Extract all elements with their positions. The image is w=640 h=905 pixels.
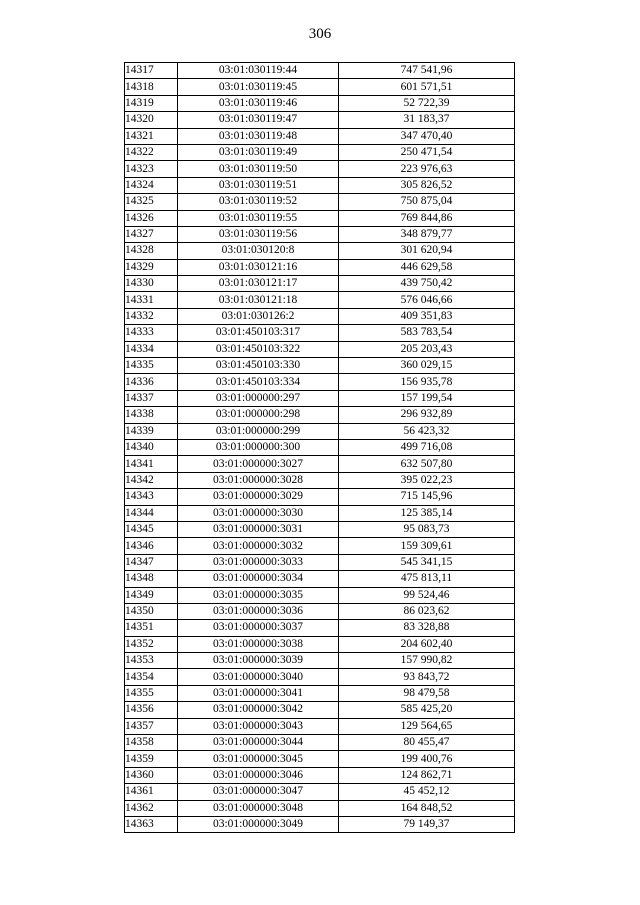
value-cell: 157 199,54	[339, 390, 515, 406]
cadastral-number-cell: 03:01:000000:3038	[178, 636, 339, 652]
value-cell: 56 423,32	[339, 423, 515, 439]
data-table	[124, 62, 515, 833]
table-row	[125, 374, 515, 390]
row-number-cell: 14333	[125, 325, 178, 341]
cadastral-number-cell: 03:01:000000:3047	[178, 784, 339, 800]
table-row	[125, 112, 515, 128]
row-number-cell: 14317	[125, 63, 178, 79]
table-row	[125, 505, 515, 521]
row-number-cell: 14327	[125, 226, 178, 242]
row-number-cell: 14341	[125, 456, 178, 472]
table-row	[125, 128, 515, 144]
cadastral-number-cell: 03:01:000000:3041	[178, 685, 339, 701]
row-number-cell: 14336	[125, 374, 178, 390]
row-number-cell: 14356	[125, 702, 178, 718]
table-row	[125, 735, 515, 751]
value-cell: 348 879,77	[339, 226, 515, 242]
value-cell: 499 716,08	[339, 439, 515, 455]
table-row	[125, 816, 515, 832]
row-number-cell: 14320	[125, 112, 178, 128]
cadastral-number-cell: 03:01:030126:2	[178, 308, 339, 324]
cadastral-number-cell: 03:01:030119:51	[178, 177, 339, 193]
table-row	[125, 341, 515, 357]
row-number-cell: 14343	[125, 489, 178, 505]
value-cell: 159 309,61	[339, 538, 515, 554]
cadastral-number-cell: 03:01:030119:56	[178, 226, 339, 242]
cadastral-number-cell: 03:01:000000:3032	[178, 538, 339, 554]
table-row	[125, 603, 515, 619]
value-cell: 164 848,52	[339, 800, 515, 816]
cadastral-number-cell: 03:01:000000:3039	[178, 653, 339, 669]
cadastral-number-cell: 03:01:000000:3036	[178, 603, 339, 619]
row-number-cell: 14344	[125, 505, 178, 521]
value-cell: 305 826,52	[339, 177, 515, 193]
cadastral-number-cell: 03:01:030119:50	[178, 161, 339, 177]
cadastral-number-cell: 03:01:000000:3034	[178, 571, 339, 587]
row-number-cell: 14339	[125, 423, 178, 439]
table-row	[125, 538, 515, 554]
value-cell: 439 750,42	[339, 276, 515, 292]
value-cell: 80 455,47	[339, 735, 515, 751]
value-cell: 93 843,72	[339, 669, 515, 685]
cadastral-number-cell: 03:01:030119:45	[178, 79, 339, 95]
value-cell: 124 862,71	[339, 767, 515, 783]
value-cell: 585 425,20	[339, 702, 515, 718]
cadastral-number-cell: 03:01:030119:48	[178, 128, 339, 144]
cadastral-number-cell: 03:01:450103:334	[178, 374, 339, 390]
cadastral-number-cell: 03:01:000000:3040	[178, 669, 339, 685]
table-row	[125, 161, 515, 177]
cadastral-number-cell: 03:01:000000:298	[178, 407, 339, 423]
table-body	[125, 63, 515, 833]
table-row	[125, 439, 515, 455]
cadastral-number-cell: 03:01:030119:55	[178, 210, 339, 226]
value-cell: 205 203,43	[339, 341, 515, 357]
row-number-cell: 14328	[125, 243, 178, 259]
table-row	[125, 210, 515, 226]
row-number-cell: 14330	[125, 276, 178, 292]
row-number-cell: 14322	[125, 144, 178, 160]
row-number-cell: 14355	[125, 685, 178, 701]
cadastral-number-cell: 03:01:000000:3046	[178, 767, 339, 783]
table-row	[125, 144, 515, 160]
table-row	[125, 79, 515, 95]
value-cell: 86 023,62	[339, 603, 515, 619]
value-cell: 347 470,40	[339, 128, 515, 144]
row-number-cell: 14351	[125, 620, 178, 636]
table-row	[125, 194, 515, 210]
value-cell: 632 507,80	[339, 456, 515, 472]
table-row	[125, 784, 515, 800]
value-cell: 199 400,76	[339, 751, 515, 767]
value-cell: 156 935,78	[339, 374, 515, 390]
value-cell: 360 029,15	[339, 358, 515, 374]
table-row	[125, 653, 515, 669]
row-number-cell: 14354	[125, 669, 178, 685]
row-number-cell: 14363	[125, 816, 178, 832]
table-row	[125, 751, 515, 767]
cadastral-number-cell: 03:01:000000:3031	[178, 521, 339, 537]
row-number-cell: 14337	[125, 390, 178, 406]
value-cell: 301 620,94	[339, 243, 515, 259]
table-row	[125, 767, 515, 783]
row-number-cell: 14319	[125, 95, 178, 111]
row-number-cell: 14361	[125, 784, 178, 800]
value-cell: 576 046,66	[339, 292, 515, 308]
table-row	[125, 456, 515, 472]
table-row	[125, 620, 515, 636]
row-number-cell: 14323	[125, 161, 178, 177]
value-cell: 31 183,37	[339, 112, 515, 128]
table-row	[125, 226, 515, 242]
cadastral-number-cell: 03:01:000000:3033	[178, 554, 339, 570]
cadastral-number-cell: 03:01:000000:3043	[178, 718, 339, 734]
table-row	[125, 571, 515, 587]
cadastral-number-cell: 03:01:030119:49	[178, 144, 339, 160]
cadastral-number-cell: 03:01:000000:3037	[178, 620, 339, 636]
cadastral-number-cell: 03:01:030119:44	[178, 63, 339, 79]
cadastral-number-cell: 03:01:000000:3035	[178, 587, 339, 603]
table-row	[125, 259, 515, 275]
value-cell: 45 452,12	[339, 784, 515, 800]
table-row	[125, 390, 515, 406]
value-cell: 52 722,39	[339, 95, 515, 111]
value-cell: 296 932,89	[339, 407, 515, 423]
value-cell: 204 602,40	[339, 636, 515, 652]
row-number-cell: 14353	[125, 653, 178, 669]
cadastral-number-cell: 03:01:030119:47	[178, 112, 339, 128]
cadastral-number-cell: 03:01:000000:3044	[178, 735, 339, 751]
value-cell: 715 145,96	[339, 489, 515, 505]
cadastral-number-cell: 03:01:000000:3048	[178, 800, 339, 816]
row-number-cell: 14359	[125, 751, 178, 767]
row-number-cell: 14345	[125, 521, 178, 537]
table-row	[125, 669, 515, 685]
table-row	[125, 702, 515, 718]
value-cell: 769 844,86	[339, 210, 515, 226]
table-row	[125, 325, 515, 341]
cadastral-number-cell: 03:01:000000:3042	[178, 702, 339, 718]
value-cell: 446 629,58	[339, 259, 515, 275]
value-cell: 83 328,88	[339, 620, 515, 636]
cadastral-number-cell: 03:01:030121:18	[178, 292, 339, 308]
cadastral-number-cell: 03:01:000000:3045	[178, 751, 339, 767]
row-number-cell: 14326	[125, 210, 178, 226]
value-cell: 601 571,51	[339, 79, 515, 95]
row-number-cell: 14335	[125, 358, 178, 374]
table-row	[125, 292, 515, 308]
row-number-cell: 14349	[125, 587, 178, 603]
value-cell: 475 813,11	[339, 571, 515, 587]
row-number-cell: 14334	[125, 341, 178, 357]
value-cell: 583 783,54	[339, 325, 515, 341]
value-cell: 125 385,14	[339, 505, 515, 521]
value-cell: 545 341,15	[339, 554, 515, 570]
cadastral-number-cell: 03:01:000000:3028	[178, 472, 339, 488]
cadastral-number-cell: 03:01:000000:3049	[178, 816, 339, 832]
value-cell: 223 976,63	[339, 161, 515, 177]
value-cell: 99 524,46	[339, 587, 515, 603]
value-cell: 250 471,54	[339, 144, 515, 160]
table-row	[125, 489, 515, 505]
value-cell: 157 990,82	[339, 653, 515, 669]
row-number-cell: 14318	[125, 79, 178, 95]
cadastral-number-cell: 03:01:000000:300	[178, 439, 339, 455]
value-cell: 750 875,04	[339, 194, 515, 210]
cadastral-number-cell: 03:01:000000:3030	[178, 505, 339, 521]
value-cell: 129 564,65	[339, 718, 515, 734]
cadastral-number-cell: 03:01:450103:317	[178, 325, 339, 341]
table-row	[125, 358, 515, 374]
cadastral-number-cell: 03:01:000000:297	[178, 390, 339, 406]
table-row	[125, 423, 515, 439]
row-number-cell: 14346	[125, 538, 178, 554]
row-number-cell: 14329	[125, 259, 178, 275]
row-number-cell: 14331	[125, 292, 178, 308]
row-number-cell: 14358	[125, 735, 178, 751]
row-number-cell: 14324	[125, 177, 178, 193]
value-cell: 747 541,96	[339, 63, 515, 79]
table-row	[125, 95, 515, 111]
value-cell: 79 149,37	[339, 816, 515, 832]
row-number-cell: 14338	[125, 407, 178, 423]
table-row	[125, 685, 515, 701]
cadastral-number-cell: 03:01:450103:330	[178, 358, 339, 374]
cadastral-number-cell: 03:01:030120:8	[178, 243, 339, 259]
table-row	[125, 177, 515, 193]
table-row	[125, 276, 515, 292]
row-number-cell: 14357	[125, 718, 178, 734]
row-number-cell: 14340	[125, 439, 178, 455]
row-number-cell: 14362	[125, 800, 178, 816]
row-number-cell: 14352	[125, 636, 178, 652]
table-row	[125, 472, 515, 488]
row-number-cell: 14360	[125, 767, 178, 783]
row-number-cell: 14347	[125, 554, 178, 570]
cadastral-number-cell: 03:01:030121:16	[178, 259, 339, 275]
table-row	[125, 587, 515, 603]
table-row	[125, 521, 515, 537]
cadastral-number-cell: 03:01:000000:299	[178, 423, 339, 439]
table-row	[125, 63, 515, 79]
cadastral-number-cell: 03:01:000000:3029	[178, 489, 339, 505]
row-number-cell: 14325	[125, 194, 178, 210]
table-row	[125, 407, 515, 423]
value-cell: 95 083,73	[339, 521, 515, 537]
table-row	[125, 718, 515, 734]
table-row	[125, 243, 515, 259]
row-number-cell: 14342	[125, 472, 178, 488]
cadastral-number-cell: 03:01:030119:46	[178, 95, 339, 111]
cadastral-number-cell: 03:01:030121:17	[178, 276, 339, 292]
cadastral-number-cell: 03:01:030119:52	[178, 194, 339, 210]
value-cell: 395 022,23	[339, 472, 515, 488]
value-cell: 98 479,58	[339, 685, 515, 701]
row-number-cell: 14332	[125, 308, 178, 324]
table-row	[125, 636, 515, 652]
cadastral-number-cell: 03:01:000000:3027	[178, 456, 339, 472]
row-number-cell: 14348	[125, 571, 178, 587]
row-number-cell: 14321	[125, 128, 178, 144]
table-row	[125, 800, 515, 816]
table-row	[125, 554, 515, 570]
table-row	[125, 308, 515, 324]
value-cell: 409 351,83	[339, 308, 515, 324]
page-number: 306	[308, 26, 332, 42]
cadastral-number-cell: 03:01:450103:322	[178, 341, 339, 357]
row-number-cell: 14350	[125, 603, 178, 619]
